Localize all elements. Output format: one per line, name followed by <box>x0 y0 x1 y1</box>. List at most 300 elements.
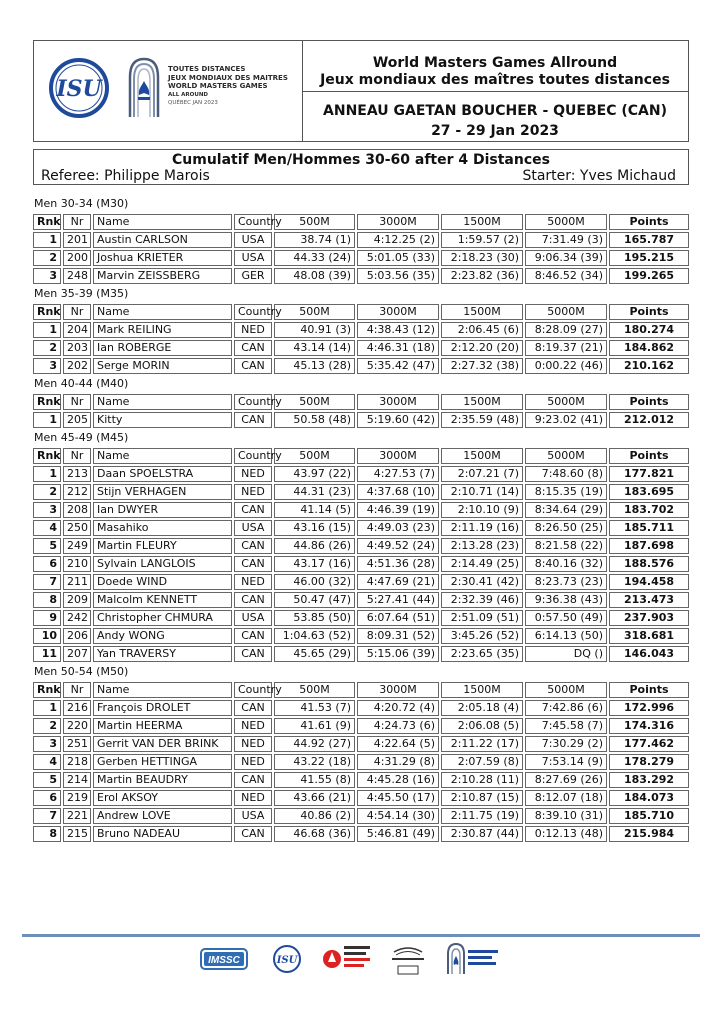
time-5000m-cell: 8:15.35 (19) <box>525 484 607 500</box>
athlete-name-cell: Doede WIND <box>93 574 232 590</box>
athlete-name-cell: Martin BEAUDRY <box>93 772 232 788</box>
time-3000m-cell: 4:20.72 (4) <box>357 700 439 716</box>
time-1500m-cell: 2:18.23 (30) <box>441 250 523 266</box>
rank-cell: 2 <box>33 484 61 500</box>
bib-number-cell: 248 <box>63 268 91 284</box>
country-cell: CAN <box>234 628 272 644</box>
column-header-bib-number: Nr <box>63 394 91 410</box>
column-header-time-3000m: 3000M <box>357 304 439 320</box>
time-1500m-cell: 2:14.49 (25) <box>441 556 523 572</box>
column-header-points: Points <box>609 394 689 410</box>
time-500m-cell: 43.66 (21) <box>274 790 355 806</box>
rank-cell: 2 <box>33 250 61 266</box>
points-cell: 194.458 <box>609 574 689 590</box>
time-1500m-cell: 2:13.28 (23) <box>441 538 523 554</box>
country-cell: CAN <box>234 538 272 554</box>
time-5000m-cell: 8:12.07 (18) <box>525 790 607 806</box>
results-title-box <box>33 149 689 185</box>
time-1500m-cell: 2:07.59 (8) <box>441 754 523 770</box>
bib-number-cell: 206 <box>63 628 91 644</box>
rank-cell: 8 <box>33 592 61 608</box>
time-3000m-cell: 4:27.53 (7) <box>357 466 439 482</box>
time-500m-cell: 50.58 (48) <box>274 412 355 428</box>
table-row <box>33 574 689 590</box>
time-1500m-cell: 2:10.28 (11) <box>441 772 523 788</box>
time-3000m-cell: 5:19.60 (42) <box>357 412 439 428</box>
table-row <box>33 358 689 374</box>
points-cell: 184.862 <box>609 340 689 356</box>
bib-number-cell: 219 <box>63 790 91 806</box>
country-cell: USA <box>234 808 272 824</box>
time-500m-cell: 44.86 (26) <box>274 538 355 554</box>
rank-cell: 1 <box>33 466 61 482</box>
rank-cell: 1 <box>33 232 61 248</box>
time-1500m-cell: 2:11.75 (19) <box>441 808 523 824</box>
country-cell: CAN <box>234 556 272 572</box>
column-header-points: Points <box>609 682 689 698</box>
wmg-line-4: ALL AROUND <box>168 91 208 98</box>
points-cell: 174.316 <box>609 718 689 734</box>
bib-number-cell: 207 <box>63 646 91 662</box>
bib-number-cell: 216 <box>63 700 91 716</box>
time-500m-cell: 41.61 (9) <box>274 718 355 734</box>
country-cell: CAN <box>234 700 272 716</box>
rank-cell: 3 <box>33 736 61 752</box>
athlete-name-cell: Christopher CHMURA <box>93 610 232 626</box>
time-5000m-cell: 9:23.02 (41) <box>525 412 607 428</box>
bib-number-cell: 210 <box>63 556 91 572</box>
points-cell: 215.984 <box>609 826 689 842</box>
column-header-time-500m: 500M <box>274 214 355 230</box>
centre-de-glaces-logo-icon <box>386 944 430 976</box>
time-500m-cell: 44.33 (24) <box>274 250 355 266</box>
bib-number-cell: 203 <box>63 340 91 356</box>
column-header-bib-number: Nr <box>63 214 91 230</box>
time-3000m-cell: 5:27.41 (44) <box>357 592 439 608</box>
results-table <box>31 392 691 430</box>
bib-number-cell: 200 <box>63 250 91 266</box>
time-3000m-cell: 4:38.43 (12) <box>357 322 439 338</box>
time-1500m-cell: 2:30.41 (42) <box>441 574 523 590</box>
rank-cell: 10 <box>33 628 61 644</box>
athlete-name-cell: Andrew LOVE <box>93 808 232 824</box>
rank-cell: 5 <box>33 538 61 554</box>
column-header-athlete-name: Name <box>93 394 232 410</box>
bib-number-cell: 213 <box>63 466 91 482</box>
time-3000m-cell: 6:07.64 (51) <box>357 610 439 626</box>
header-divider <box>302 91 688 92</box>
rank-cell: 4 <box>33 754 61 770</box>
athlete-name-cell: Gerrit VAN DER BRINK <box>93 736 232 752</box>
time-500m-cell: 45.65 (29) <box>274 646 355 662</box>
wmg-line-2: JEUX MONDIAUX DES MAITRES <box>168 73 288 82</box>
time-1500m-cell: 2:12.20 (20) <box>441 340 523 356</box>
rank-cell: 1 <box>33 412 61 428</box>
column-header-time-3000m: 3000M <box>357 682 439 698</box>
event-title-fr: Jeux mondiaux des maîtres toutes distances <box>320 72 670 88</box>
time-500m-cell: 41.14 (5) <box>274 502 355 518</box>
column-header-time-500m: 500M <box>274 448 355 464</box>
time-500m-cell: 40.86 (2) <box>274 808 355 824</box>
time-1500m-cell: 1:59.57 (2) <box>441 232 523 248</box>
table-row <box>33 556 689 572</box>
points-cell: 178.279 <box>609 754 689 770</box>
time-5000m-cell: 7:31.49 (3) <box>525 232 607 248</box>
athlete-name-cell: Yan TRAVERSY <box>93 646 232 662</box>
bib-number-cell: 211 <box>63 574 91 590</box>
points-cell: 165.787 <box>609 232 689 248</box>
time-3000m-cell: 4:45.28 (16) <box>357 772 439 788</box>
time-1500m-cell: 2:05.18 (4) <box>441 700 523 716</box>
time-1500m-cell: 2:06.08 (5) <box>441 718 523 734</box>
table-row <box>33 502 689 518</box>
imssc-logo-icon <box>200 946 248 972</box>
points-cell: 185.710 <box>609 808 689 824</box>
bib-number-cell: 221 <box>63 808 91 824</box>
time-3000m-cell: 4:54.14 (30) <box>357 808 439 824</box>
starter: Starter: Yves Michaud <box>522 168 676 184</box>
points-cell: 188.576 <box>609 556 689 572</box>
wmg-line-5: QUÉBEC JAN 2023 <box>168 100 218 106</box>
table-row <box>33 520 689 536</box>
isu-logo-text: ISU <box>56 76 102 102</box>
time-3000m-cell: 4:12.25 (2) <box>357 232 439 248</box>
time-5000m-cell: 7:42.86 (6) <box>525 700 607 716</box>
column-header-rank: Rnk <box>33 214 61 230</box>
points-cell: 199.265 <box>609 268 689 284</box>
event-title-en: World Masters Games Allround <box>372 55 618 71</box>
points-cell: 213.473 <box>609 592 689 608</box>
athlete-name-cell: Austin CARLSON <box>93 232 232 248</box>
bib-number-cell: 218 <box>63 754 91 770</box>
athlete-name-cell: Daan SPOELSTRA <box>93 466 232 482</box>
table-header-row <box>33 304 689 320</box>
time-1500m-cell: 2:07.21 (7) <box>441 466 523 482</box>
time-1500m-cell: 2:30.87 (44) <box>441 826 523 842</box>
country-cell: CAN <box>234 826 272 842</box>
column-header-athlete-name: Name <box>93 304 232 320</box>
time-3000m-cell: 4:31.29 (8) <box>357 754 439 770</box>
table-header-row <box>33 214 689 230</box>
wmg-emblem-icon <box>126 55 162 121</box>
athlete-name-cell: Stijn VERHAGEN <box>93 484 232 500</box>
time-1500m-cell: 2:32.39 (46) <box>441 592 523 608</box>
category-label: Men 45-49 (M45) <box>34 431 129 444</box>
bib-number-cell: 201 <box>63 232 91 248</box>
column-header-points: Points <box>609 214 689 230</box>
table-row <box>33 610 689 626</box>
time-5000m-cell: 7:53.14 (9) <box>525 754 607 770</box>
column-header-athlete-name: Name <box>93 682 232 698</box>
points-cell: 183.292 <box>609 772 689 788</box>
time-5000m-cell: 0:12.13 (48) <box>525 826 607 842</box>
table-row <box>33 808 689 824</box>
country-cell: USA <box>234 610 272 626</box>
speed-skating-canada-logo-icon <box>322 942 372 976</box>
bib-number-cell: 202 <box>63 358 91 374</box>
time-3000m-cell: 4:24.73 (6) <box>357 718 439 734</box>
column-header-time-1500m: 1500M <box>441 214 523 230</box>
column-header-time-5000m: 5000M <box>525 448 607 464</box>
points-cell: 172.996 <box>609 700 689 716</box>
column-header-time-5000m: 5000M <box>525 394 607 410</box>
time-500m-cell: 44.92 (27) <box>274 736 355 752</box>
athlete-name-cell: Malcolm KENNETT <box>93 592 232 608</box>
time-3000m-cell: 4:47.69 (21) <box>357 574 439 590</box>
points-cell: 184.073 <box>609 790 689 806</box>
column-header-rank: Rnk <box>33 394 61 410</box>
time-500m-cell: 43.14 (14) <box>274 340 355 356</box>
athlete-name-cell: Mark REILING <box>93 322 232 338</box>
rank-cell: 8 <box>33 826 61 842</box>
venue: ANNEAU GAETAN BOUCHER - QUEBEC (CAN) <box>323 103 667 119</box>
athlete-name-cell: Serge MORIN <box>93 358 232 374</box>
time-500m-cell: 1:04.63 (52) <box>274 628 355 644</box>
time-500m-cell: 41.53 (7) <box>274 700 355 716</box>
column-header-time-1500m: 1500M <box>441 394 523 410</box>
table-row <box>33 592 689 608</box>
time-3000m-cell: 4:46.31 (18) <box>357 340 439 356</box>
column-header-athlete-name: Name <box>93 448 232 464</box>
time-500m-cell: 43.97 (22) <box>274 466 355 482</box>
table-row <box>33 646 689 662</box>
time-500m-cell: 44.31 (23) <box>274 484 355 500</box>
category-label: Men 35-39 (M35) <box>34 287 129 300</box>
logo-panel <box>34 41 303 141</box>
bib-number-cell: 205 <box>63 412 91 428</box>
time-3000m-cell: 4:37.68 (10) <box>357 484 439 500</box>
time-5000m-cell: 0:57.50 (49) <box>525 610 607 626</box>
time-3000m-cell: 5:46.81 (49) <box>357 826 439 842</box>
table-row <box>33 268 689 284</box>
athlete-name-cell: Masahiko <box>93 520 232 536</box>
rank-cell: 3 <box>33 358 61 374</box>
time-5000m-cell: 6:14.13 (50) <box>525 628 607 644</box>
rank-cell: 7 <box>33 808 61 824</box>
table-row <box>33 790 689 806</box>
time-5000m-cell: 8:27.69 (26) <box>525 772 607 788</box>
time-1500m-cell: 2:27.32 (38) <box>441 358 523 374</box>
results-table <box>31 446 691 664</box>
time-1500m-cell: 2:10.71 (14) <box>441 484 523 500</box>
points-cell: 146.043 <box>609 646 689 662</box>
column-header-country: Country <box>234 448 272 464</box>
rank-cell: 6 <box>33 790 61 806</box>
rank-cell: 2 <box>33 718 61 734</box>
column-header-country: Country <box>234 394 272 410</box>
bib-number-cell: 215 <box>63 826 91 842</box>
points-cell: 212.012 <box>609 412 689 428</box>
wmg-line-3: WORLD MASTERS GAMES <box>168 82 268 90</box>
time-5000m-cell: DQ () <box>525 646 607 662</box>
time-5000m-cell: 8:39.10 (31) <box>525 808 607 824</box>
column-header-points: Points <box>609 304 689 320</box>
table-row <box>33 412 689 428</box>
athlete-name-cell: Martin FLEURY <box>93 538 232 554</box>
wmg-line-1: TOUTES DISTANCES <box>168 65 246 73</box>
category-label: Men 40-44 (M40) <box>34 377 129 390</box>
time-500m-cell: 43.17 (16) <box>274 556 355 572</box>
athlete-name-cell: Joshua KRIETER <box>93 250 232 266</box>
points-cell: 237.903 <box>609 610 689 626</box>
time-500m-cell: 41.55 (8) <box>274 772 355 788</box>
country-cell: CAN <box>234 358 272 374</box>
time-5000m-cell: 8:46.52 (34) <box>525 268 607 284</box>
points-cell: 195.215 <box>609 250 689 266</box>
time-1500m-cell: 2:23.82 (36) <box>441 268 523 284</box>
points-cell: 177.821 <box>609 466 689 482</box>
column-header-country: Country <box>234 304 272 320</box>
table-row <box>33 754 689 770</box>
points-cell: 183.695 <box>609 484 689 500</box>
category-label: Men 50-54 (M50) <box>34 665 129 678</box>
points-cell: 183.702 <box>609 502 689 518</box>
column-header-time-3000m: 3000M <box>357 214 439 230</box>
athlete-name-cell: François DROLET <box>93 700 232 716</box>
points-cell: 177.462 <box>609 736 689 752</box>
event-title-panel <box>302 41 688 141</box>
patinage-quebec-logo-icon <box>444 942 504 976</box>
time-1500m-cell: 2:51.09 (51) <box>441 610 523 626</box>
time-5000m-cell: 8:28.09 (27) <box>525 322 607 338</box>
points-cell: 180.274 <box>609 322 689 338</box>
column-header-time-5000m: 5000M <box>525 214 607 230</box>
table-header-row <box>33 448 689 464</box>
table-row <box>33 736 689 752</box>
table-header-row <box>33 394 689 410</box>
table-row <box>33 322 689 338</box>
table-row <box>33 466 689 482</box>
time-3000m-cell: 4:45.50 (17) <box>357 790 439 806</box>
rank-cell: 3 <box>33 268 61 284</box>
table-row <box>33 484 689 500</box>
bib-number-cell: 214 <box>63 772 91 788</box>
time-5000m-cell: 7:30.29 (2) <box>525 736 607 752</box>
time-3000m-cell: 4:22.64 (5) <box>357 736 439 752</box>
time-500m-cell: 38.74 (1) <box>274 232 355 248</box>
athlete-name-cell: Marvin ZEISSBERG <box>93 268 232 284</box>
athlete-name-cell: Andy WONG <box>93 628 232 644</box>
bib-number-cell: 204 <box>63 322 91 338</box>
column-header-country: Country <box>234 214 272 230</box>
column-header-rank: Rnk <box>33 448 61 464</box>
table-row <box>33 826 689 842</box>
column-header-rank: Rnk <box>33 304 61 320</box>
country-cell: CAN <box>234 502 272 518</box>
event-header <box>33 40 689 142</box>
column-header-time-3000m: 3000M <box>357 394 439 410</box>
footer-rule <box>22 934 700 937</box>
bib-number-cell: 209 <box>63 592 91 608</box>
time-3000m-cell: 5:01.05 (33) <box>357 250 439 266</box>
column-header-time-500m: 500M <box>274 304 355 320</box>
column-header-time-500m: 500M <box>274 682 355 698</box>
bib-number-cell: 250 <box>63 520 91 536</box>
time-1500m-cell: 2:35.59 (48) <box>441 412 523 428</box>
table-row <box>33 250 689 266</box>
bib-number-cell: 212 <box>63 484 91 500</box>
column-header-time-3000m: 3000M <box>357 448 439 464</box>
points-cell: 318.681 <box>609 628 689 644</box>
bib-number-cell: 242 <box>63 610 91 626</box>
time-5000m-cell: 8:26.50 (25) <box>525 520 607 536</box>
rank-cell: 2 <box>33 340 61 356</box>
time-500m-cell: 45.13 (28) <box>274 358 355 374</box>
country-cell: CAN <box>234 646 272 662</box>
time-5000m-cell: 8:40.16 (32) <box>525 556 607 572</box>
athlete-name-cell: Erol AKSOY <box>93 790 232 806</box>
column-header-time-1500m: 1500M <box>441 448 523 464</box>
time-500m-cell: 43.16 (15) <box>274 520 355 536</box>
time-500m-cell: 53.85 (50) <box>274 610 355 626</box>
category-label: Men 30-34 (M30) <box>34 197 129 210</box>
time-1500m-cell: 2:23.65 (35) <box>441 646 523 662</box>
country-cell: NED <box>234 484 272 500</box>
time-5000m-cell: 0:00.22 (46) <box>525 358 607 374</box>
results-table <box>31 680 691 844</box>
country-cell: NED <box>234 790 272 806</box>
column-header-time-5000m: 5000M <box>525 682 607 698</box>
time-3000m-cell: 4:49.03 (23) <box>357 520 439 536</box>
time-500m-cell: 50.47 (47) <box>274 592 355 608</box>
country-cell: NED <box>234 718 272 734</box>
table-row <box>33 232 689 248</box>
time-3000m-cell: 8:09.31 (52) <box>357 628 439 644</box>
rank-cell: 4 <box>33 520 61 536</box>
referee: Referee: Philippe Marois <box>41 168 210 184</box>
column-header-bib-number: Nr <box>63 304 91 320</box>
athlete-name-cell: Martin HEERMA <box>93 718 232 734</box>
column-header-points: Points <box>609 448 689 464</box>
time-5000m-cell: 8:19.37 (21) <box>525 340 607 356</box>
country-cell: CAN <box>234 592 272 608</box>
column-header-bib-number: Nr <box>63 682 91 698</box>
time-500m-cell: 43.22 (18) <box>274 754 355 770</box>
table-row <box>33 628 689 644</box>
country-cell: USA <box>234 520 272 536</box>
rank-cell: 11 <box>33 646 61 662</box>
country-cell: GER <box>234 268 272 284</box>
svg-text:ISU: ISU <box>276 955 298 966</box>
country-cell: NED <box>234 574 272 590</box>
time-3000m-cell: 5:15.06 (39) <box>357 646 439 662</box>
column-header-athlete-name: Name <box>93 214 232 230</box>
column-header-time-5000m: 5000M <box>525 304 607 320</box>
isu-logo-icon <box>48 57 110 119</box>
table-row <box>33 538 689 554</box>
athlete-name-cell: Bruno NADEAU <box>93 826 232 842</box>
time-1500m-cell: 2:06.45 (6) <box>441 322 523 338</box>
results-title: Cumulatif Men/Hommes 30-60 after 4 Distances <box>172 152 550 168</box>
time-5000m-cell: 8:23.73 (23) <box>525 574 607 590</box>
table-header-row <box>33 682 689 698</box>
athlete-name-cell: Ian ROBERGE <box>93 340 232 356</box>
time-5000m-cell: 7:48.60 (8) <box>525 466 607 482</box>
table-row <box>33 772 689 788</box>
country-cell: NED <box>234 754 272 770</box>
time-500m-cell: 48.08 (39) <box>274 268 355 284</box>
column-header-time-500m: 500M <box>274 394 355 410</box>
time-1500m-cell: 2:10.10 (9) <box>441 502 523 518</box>
rank-cell: 9 <box>33 610 61 626</box>
athlete-name-cell: Sylvain LANGLOIS <box>93 556 232 572</box>
time-3000m-cell: 5:35.42 (47) <box>357 358 439 374</box>
table-row <box>33 340 689 356</box>
bib-number-cell: 251 <box>63 736 91 752</box>
wmg-wordmark <box>168 65 288 108</box>
svg-text:IMSSC: IMSSC <box>208 955 240 966</box>
time-5000m-cell: 8:34.64 (29) <box>525 502 607 518</box>
